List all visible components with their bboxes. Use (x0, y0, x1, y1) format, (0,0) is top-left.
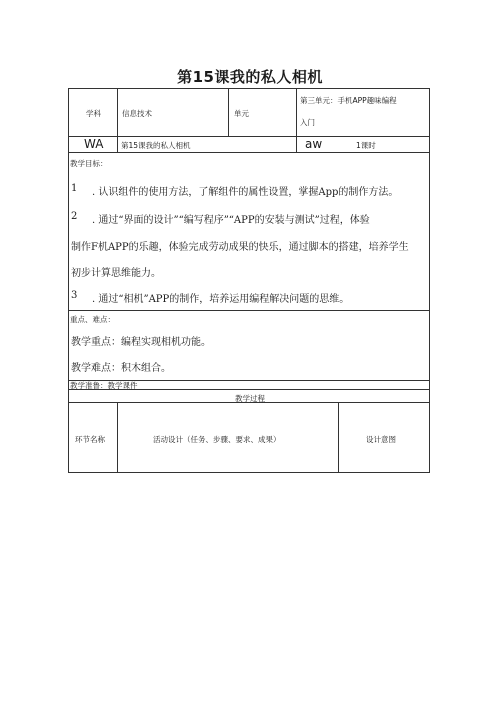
page-title: 第15课我的私人相机 (177, 68, 323, 86)
row2-mid: aw (305, 137, 323, 151)
keypoints-heading: 重点、难点： (70, 315, 115, 324)
process-col-line-2 (338, 402, 339, 473)
objective-3-text: . 通过“相机”APP的制作，培养运用编程解决问题的思维。 (92, 294, 350, 305)
subject-label: 学科 (86, 109, 101, 118)
objective-2-line1: . 通过“界面的设计”“编写程序”“APP的安装与测试”过程，体验 (92, 215, 370, 226)
objectives-heading: 教学目标： (70, 159, 108, 168)
process-col-line-1 (117, 402, 118, 473)
subject-value: 信息技术 (122, 109, 152, 118)
unit-label: 单元 (234, 109, 249, 118)
lesson-name: 第15课我的私人相机 (121, 141, 191, 150)
objective-2-num: 2 (71, 211, 78, 222)
table-col-line-b (228, 88, 229, 136)
process-col-stage: 环节名称 (75, 435, 105, 444)
unit-value-line1: 第三单元：手机APP趣味编程 (300, 96, 397, 105)
table-col-line-a (117, 88, 118, 152)
row2-left: WA (84, 137, 104, 151)
table-line-row2 (68, 152, 430, 153)
lesson-hours: 1课时 (356, 141, 376, 150)
objective-1-text: . 认识组件的使用方法，了解组件的属性设置，掌握App的制作方法。 (92, 187, 399, 198)
table-border-right (429, 88, 430, 473)
table-border-bottom (68, 472, 430, 473)
teaching-difficulty: 教学难点：积木组合。 (71, 363, 171, 374)
process-heading: 教学过程 (235, 394, 265, 403)
objective-2-line2: 制作F机APP的乐趣，体验完成劳动成果的快乐，通过脚本的搭建，培养学生 (71, 242, 409, 253)
teaching-preparation: 教学准鲁：教学课件 (70, 381, 138, 390)
unit-value-line2: 入门 (300, 118, 315, 127)
process-col-activity: 活动设计（任务、步骤、要求、成果） (153, 435, 281, 444)
objective-2-line3: 初步计算思维能力。 (71, 268, 161, 279)
objective-3-num: 3 (71, 290, 78, 301)
table-line-row1 (68, 136, 430, 137)
objective-1-num: 1 (71, 183, 78, 194)
table-line-objectives (68, 310, 430, 311)
process-col-intent: 设计意图 (366, 435, 396, 444)
table-col-line-c (296, 88, 297, 152)
table-border-left (68, 88, 69, 473)
teaching-key-point: 教学重点：编程实现相机功能。 (71, 337, 211, 348)
table-border-top (68, 88, 430, 89)
